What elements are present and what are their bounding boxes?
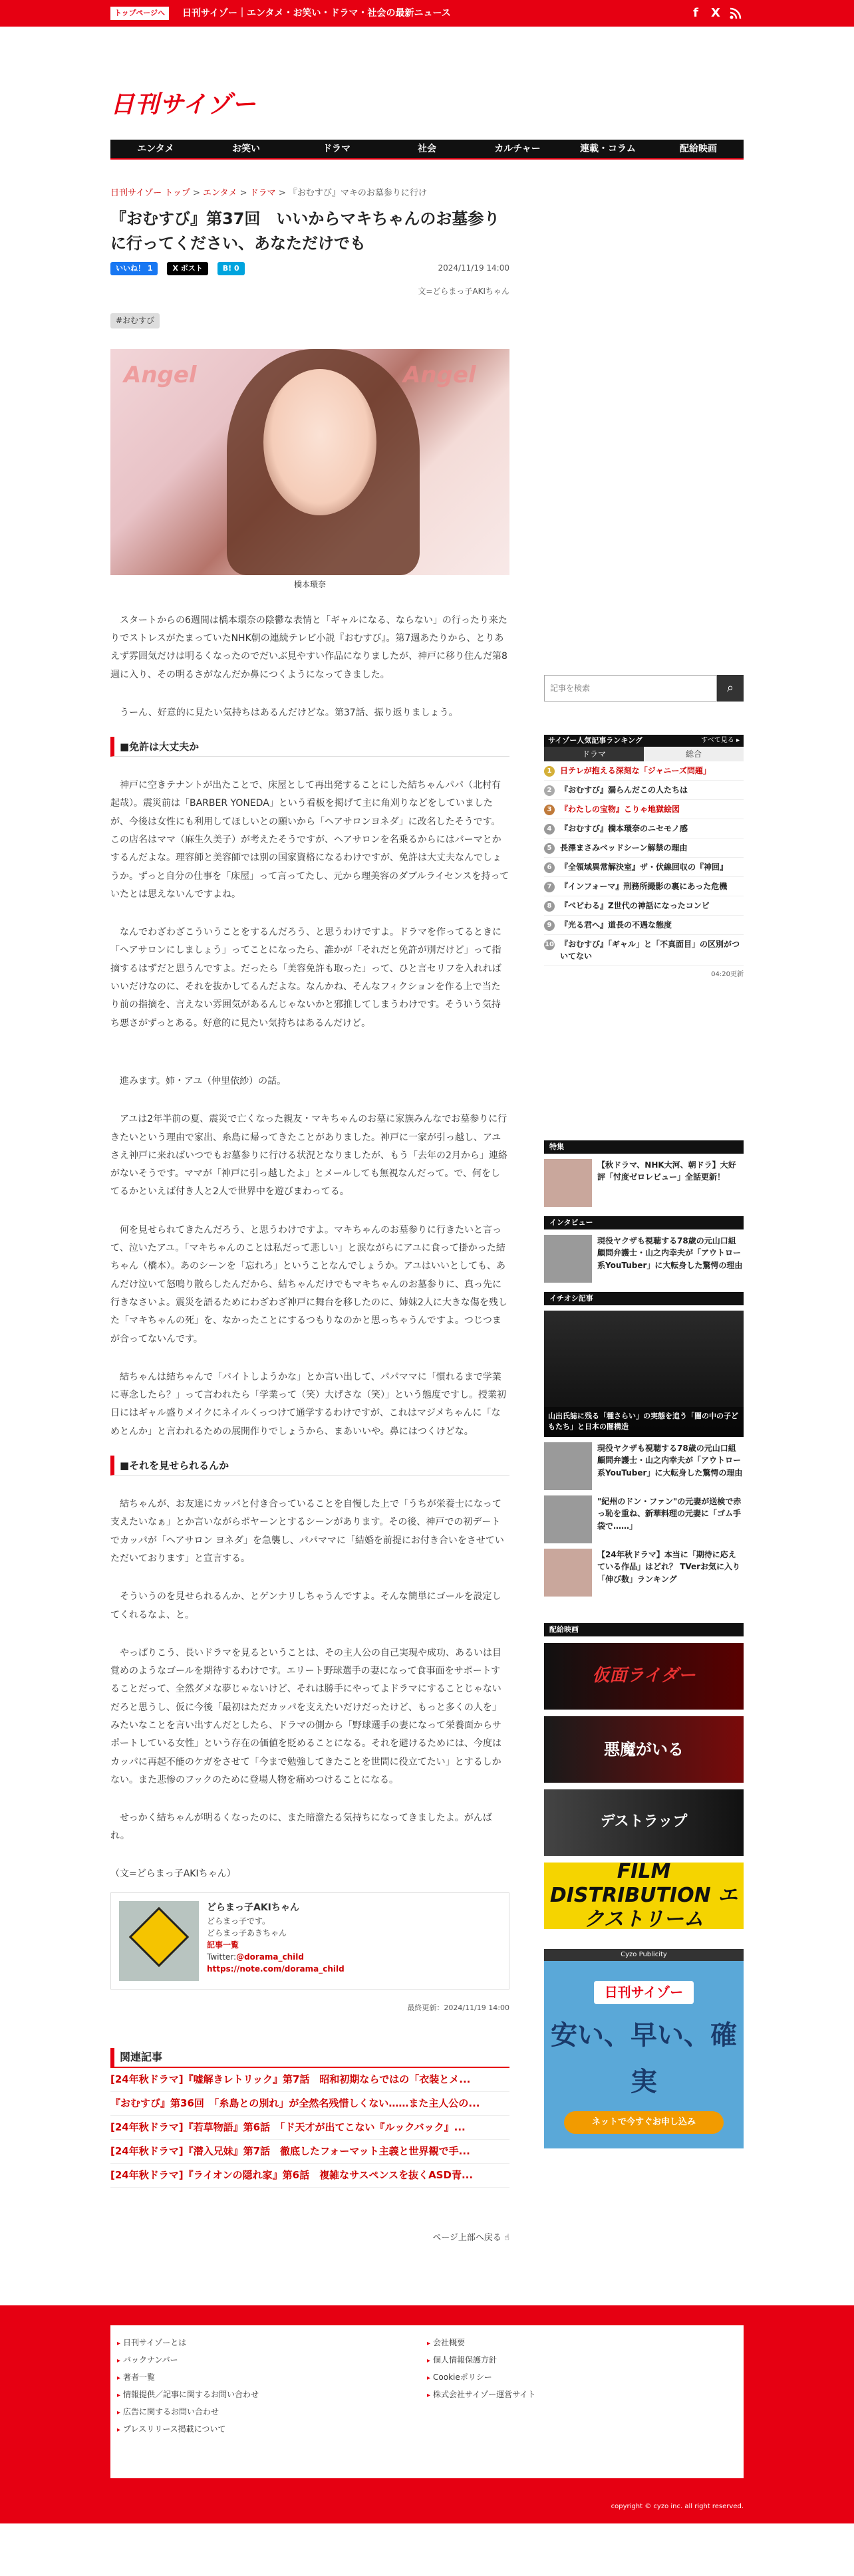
paragraph: アユは2年半前の夏、震災で亡くなった親友・マキちゃんのお墓に家族みんなでお墓参りに行きたいという理由で家出、糸島に帰ってきたことがありました。神戸に一家が引っ越し、アユさえ神戸に来ればいつでもお墓参りに行ける状況となりましたが、もう「去年の2月から」連絡がないそうです。ママが「神戸に引っ越したよ」とメールしても無視なんだって。で、何をしてるかといえば付き人と2人で世界中を遊びまわってる。 [110,1114,507,1198]
ranking-text: 『光る君へ』道長の不遇な態度 [560,920,672,930]
rss-icon[interactable] [728,5,744,21]
author-note-link[interactable]: https://note.com/dorama_child [207,1964,345,1974]
x-post-button[interactable]: X ポスト [167,262,208,275]
ranking-list [544,761,744,966]
pickup-feature[interactable] [544,1311,744,1437]
nav-column[interactable]: 連載・コラム [580,144,636,154]
ad-subline: プレスリリースを5万円で配信できる [547,2154,741,2194]
ad-top-label: Cyzo Publicity [544,1949,744,1961]
footer-link[interactable]: ▸ バックナンバー [117,2352,427,2369]
ranking-updated: 04:20更新 [711,971,744,978]
rank-number: 3 [544,805,555,815]
author-twitter-link[interactable]: @dorama_child [236,1952,304,1962]
pickup-thumb [544,1549,592,1597]
author-bio: どらまっ子です。 [207,1916,271,1926]
rank-number: 1 [544,766,555,777]
breadcrumb-home[interactable]: 日刊サイゾー トップ [110,188,190,198]
special-header: 特集 [544,1140,744,1154]
breadcrumb-sep: > [190,188,204,198]
author-avatar [119,1901,199,1981]
footer-link[interactable]: ▸ Cookieポリシー [427,2369,737,2386]
interview-thumb [544,1235,592,1283]
author-line: 文=どらまっ子AKIちゃん [418,287,509,297]
footer-link[interactable]: ▸ 情報提供／記事に関するお問い合わせ [117,2386,427,2404]
tab-overall[interactable]: 総合 [644,747,744,761]
paragraph: 進みます。姉・アユ（仲里依紗）の話。 [120,1075,287,1087]
nav-owarai[interactable]: お笑い [232,144,260,154]
breadcrumb [110,186,509,201]
sidebar [544,186,744,2246]
author-name: どらまっ子AKIちゃん [207,1902,299,1914]
rank-number: 8 [544,901,555,912]
facebook-icon[interactable]: f [693,6,698,21]
ranking-text: 『全領域異常解決室』ザ・伏線回収の『神回』 [560,862,728,872]
interview-item[interactable] [544,1235,744,1283]
rank-number: 7 [544,882,555,892]
section-heading: ■免許は大丈夫か [110,737,509,757]
nav-entame[interactable]: エンタメ [137,144,174,154]
backdrop-logo: Angel [403,361,476,388]
special-thumb [544,1159,592,1207]
author-twitter [207,1951,345,1963]
special-text: 【秋ドラマ、NHK大河、朝ドラ】大好評「忖度ゼロレビュー」全話更新！ [597,1160,736,1182]
footer-link[interactable]: ▸ 個人情報保護方針 [427,2352,737,2369]
nav-culture[interactable]: カルチャー [494,144,541,154]
global-nav [110,140,744,160]
footer-link[interactable]: ▸ 著者一覧 [117,2369,427,2386]
footer [0,2305,854,2523]
top-bar [0,0,854,27]
ranking-text: 『べビわる』Z世代の神話になったコンビ [560,901,710,910]
ranking-text: 長澤まさみベッドシーン解禁の理由 [560,843,688,852]
ranking-tabs [544,747,744,761]
pickup-item[interactable] [544,1549,744,1597]
rank-number: 4 [544,824,555,835]
film-banner[interactable]: FILM DISTRIBUTION エクストリーム [544,1863,744,1929]
ranking-text: 『わたしの宝物』こりゃ地獄絵図 [560,805,680,814]
related-heading: 関連記事 [110,2048,509,2068]
related-item[interactable]: 『おむすび』第36回 「糸島との別れ」が全然名残惜しくない……また主人公の... [110,2092,509,2116]
film-banner[interactable]: 悪魔がいる [544,1716,744,1783]
rank-number: 10 [544,940,555,950]
ranking-item[interactable] [544,781,744,800]
share-row [110,261,509,275]
ranking-more-link[interactable]: すべて見る ▸ [701,737,740,744]
ranking-text: 『おむすび』「ギャル」と「不真面目」の区別がついてない [560,940,740,961]
breadcrumb-sep: > [275,188,289,198]
ranking-text: 日テレが抱える深刻な「ジャニーズ問題」 [560,766,711,775]
rank-number: 2 [544,785,555,796]
tag-omusubi[interactable]: #おむすび [110,313,160,328]
pickup-text: 現役ヤクザも視聴する78歳の元山口組顧問弁護士・山之内幸夫が「アウトロー系YouTuber」に大転身した驚愕の理由 [597,1443,743,1478]
breadcrumb-drama[interactable]: ドラマ [249,188,276,198]
copyright: copyright © cyzo inc. all right reserved. [611,2503,744,2511]
ranking-item[interactable] [544,838,744,858]
paragraph: やっぱりこう、長いドラマを見るということは、その主人公の自己実現や成功、あるいは目覚めのようなゴールを期待するわけです。エリート野球選手の妻になって食事面をサポートすることだって、全然ダメな夢じゃないけど、それは勝手にやってよドラマにすることじゃないだろと思うし、仮に今後「最初はただカッパを支えたいだけだったけど、もっと多くの人を」みたいなことを言い出すんだとしたら、ドラマの側から「野球選手の妻になって栄養面からサポートしている女性」という存在の価値を貶めることになる。それを避けるためには、今度はカッパに再起不能のケガをさせて「今まで勉強してきたことを世間に役立てたい」とするしかない。また悲惨のフックのために登場人物を痛めつけることになる。 [110,1647,501,1785]
author-articles-link[interactable]: 記事一覧 [207,1940,239,1950]
pickup-item[interactable] [544,1495,744,1543]
search-input[interactable] [544,675,717,702]
breadcrumb-current: 『おむすび』マキのお墓参りに行け [288,188,427,198]
footer-link[interactable]: ▸ 会社概要 [427,2335,737,2352]
nav-movies[interactable]: 配給映画 [680,144,717,154]
related-item[interactable]: [24年秋ドラマ]『潜入兄妹』第7話 徹底したフォーマット主義と世界観で手... [110,2140,509,2164]
ad-brand: 日刊サイゾー [594,1981,694,2004]
footer-link[interactable]: ▸ プレスリリース掲載について [117,2421,427,2438]
footer-col-2 [427,2335,737,2469]
paragraph: なんでわざわざこういうことをするんだろう、と思うわけですよ。ドラマを作ってるときに「ヘアサロンにしましょう」ってことになったら、誰かが「それだと免許が別だけど」って指摘するはずだと思うんですよ。だったら「美容免許も取った」って、ひと言セリフを入れればいいだけなのに、それを抜かしてるんだよな。なんかね、そんなフィクションを作る上で当たり前の指摘を、言えない雰囲気があるんじゃないかと邪推してしまうわけです。そういう気持ち悪さがずっとある。好意的に見たい気持ちはあるんだけど。 [110,927,501,1029]
ranking-header [544,735,744,747]
ranking-item[interactable] [544,916,744,935]
press-release-ad[interactable] [544,1949,744,2194]
paragraph: 何を見せられてきたんだろう、と思うわけですよ。マキちゃんのお墓参りに行きたいと言って、泣いたアユ。「マキちゃんのことは私だって悲しい」と涙ながらにアユに食って掛かった結ちゃん（橋本）。あのシーンを「忘れろ」ということなんでしょうか。アユはいいとしても、あんだけ泣いて怒鳴り散らしたんだから、結ちゃんだけでもマキちゃんのお墓参りに、真っ先に行きなさいよ。震災を語るためにわざわざ神戸に舞台を移したのに、姉妹2人に大きな傷を残した「マキちゃんの死」を、なかったことにするつもりなのかと思っちゃうんですよ。つじつまが合ってないんです。 [110,1224,507,1345]
publish-date: 2024/11/19 14:00 [438,263,509,273]
footer-link[interactable]: ▸ 株式会社サイゾー運営サイト [427,2386,737,2404]
ad-cta-button[interactable]: ネットで今すぐお申し込み [564,2111,724,2134]
related-item[interactable]: [24年秋ドラマ]『若草物語』第6話 「ド天才が出てこない『ルックバック』... [110,2116,509,2140]
page-top-link[interactable] [110,2231,509,2246]
breadcrumb-entame[interactable]: エンタメ [203,188,237,198]
ranking-text: 『おむすび』漏らんだこの人たちは [560,785,688,795]
article-title: 『おむすび』第37回 いいからマキちゃんのお墓参りに行ってください、あなただけでも [110,209,500,253]
top-page-button[interactable]: トップページへ [110,7,169,20]
pickup-thumb [544,1442,592,1490]
photo-caption: 橋本環奈 [293,579,326,589]
ranking-item[interactable] [544,935,744,966]
photo-face [263,369,376,515]
article-credit: （文=どらまっ子AKIちゃん） [110,1868,236,1879]
nav-drama[interactable]: ドラマ [323,144,351,154]
x-icon[interactable]: X [711,6,720,21]
footer-links [110,2325,744,2478]
section-heading: ■それを見せられるんか [110,1456,509,1476]
facebook-like-button[interactable]: いいね！ 1 [110,262,158,275]
pickup-title: 山出氏誌に残る「種さらい」の実態を追う「闇の中の子どもたち」と日本の闇構造 [544,1407,744,1437]
tab-drama[interactable]: ドラマ [544,747,644,761]
ranking-item[interactable] [544,800,744,819]
rank-number: 9 [544,920,555,931]
footer-link[interactable]: ▸ 広告に関するお問い合わせ [117,2404,427,2421]
ranking-item[interactable] [544,858,744,877]
interview-header: インタビュー [544,1216,744,1229]
pickup-text: 【24年秋ドラマ】本当に「期待に応えている作品」はどれ？ TVerお気に入り「伸び数」ランキング [597,1549,741,1584]
ad-headline: 安い、早い、確実 [551,2019,737,2097]
ranking-text: 『おむすび』橋本環奈のニセモノ感 [560,824,688,833]
ranking-item[interactable] [544,877,744,896]
hatena-bookmark-button[interactable]: B! 0 [217,262,245,275]
road-sign-icon [129,1907,190,1968]
pickup-text: "紀州のドン・ファン"の元妻が送検で赤っ恥を重ね、新華料理の元妻に「ゴム手袋で……」 [597,1496,742,1531]
site-tagline: 日刊サイゾー｜エンタメ・お笑い・ドラマ・社会の最新ニュース [182,7,451,19]
page-top-label: ページ上部へ戻る [432,2232,501,2243]
ranking-item[interactable] [544,896,744,916]
author-bio: どらまっ子あきちゃん [207,1928,287,1938]
film-banner[interactable]: デストラップ [544,1789,744,1856]
paragraph: 結ちゃんが、お友達にカッパと付き合っていることを自慢した上で「うちが栄養士になって支えたいなぁ」とか言いながらポヤーンとするシーンがあります。その後、神戸での初デートでカッパが「ヘアサロン ヨネダ」を急襲し、パパママに「結婚を前提にお付き合いをさせていただいております」と宣言する。 [110,1499,504,1564]
pickup-item[interactable] [544,1442,744,1490]
pickup-thumb [544,1495,592,1543]
pickup-header: イチオシ記事 [544,1292,744,1305]
films-header: 配給映画 [544,1623,744,1636]
rank-number: 6 [544,862,555,873]
film-banner[interactable]: 仮面ライダー [544,1643,744,1710]
ranking-item[interactable] [544,761,744,781]
paragraph: せっかく結ちゃんが明るくなったのに、また暗澹たる気持ちになってきましたよ。がんばれ。 [110,1813,492,1842]
special-feature[interactable] [544,1159,744,1207]
ranking-item[interactable] [544,819,744,838]
paragraph: スタートからの6週間は橋本環奈の陰鬱な表情と「ギャルになる、ならない」の行ったり来たりでストレスがたまっていたNHK朝の連続テレビ小説『おむすび』。第7週あたりから、とりあえず雰囲気だけは明るくなったのでだいぶ見やすい作品になりましたが、神戸に移り住んだ第8週に入り、その明るさがなんだか鼻につくようになってきました。 [110,614,507,680]
author-profile [110,1892,509,1990]
backdrop-logo: Angel [124,361,197,388]
rank-number: 5 [544,843,555,854]
paragraph: 神戸に空きテナントが出たことで、床屋として再出発することにした結ちゃんパパ（北村有起哉）。震災前は「BARBER YONEDA」という看板を掲げて主に角刈りなどをしていましたが、今後は女性にも利用してほしいとの願いから「ヘアサロンヨネダ」に改名したそうです。この店名はママ（麻生久美子）が考えたそうですが、ヘアサロンを名乗るからにはパーマとかするんだよな。理容師と美容師では別の国家資格になるわけですが、免許は大丈夫なんでしょうか。ずっと自分の仕事を「床屋」って言ってたし、元から理美容のダブルライセンスを持っていたとは思えないんですよね。 [110,780,509,900]
article-column [110,186,509,2246]
breadcrumb-sep: > [237,188,250,198]
search-box [544,675,744,702]
site-logo[interactable]: 日刊サイゾー [110,91,257,118]
paragraph: そういうのを見せられるんか、とゲンナリしちゃうんですよ。そんな簡単にゴールを設定してくれるなよ、と。 [110,1591,501,1620]
ranking-text: 『インフォーマ』刑務所撮影の裏にあった危機 [560,882,728,891]
paragraph: 結ちゃんは結ちゃんで「バイトしようかな」とか言い出して、パパママに「慣れるまで学業に専念したら？」って言われたら「学業って（笑）大げさな（笑）」という態度ですし。授業初日にはギャル盛りメイクにネイルくっつけて通学するわけですが、これはマジメちゃんに「なめとんか」と言われるための展開作りでしょうから、まあいいや。鼻にはつくけどな。 [110,1371,506,1437]
footer-col-1 [117,2335,427,2469]
related-item[interactable]: [24年秋ドラマ]『ライオンの隠れ家』第6話 複雑なサスペンスを抜くASD青... [110,2164,509,2188]
footer-link[interactable]: ▸ 日刊サイゾーとは [117,2335,427,2352]
twitter-label: Twitter: [207,1952,237,1962]
pointing-hand-icon: ☝ [504,2232,509,2243]
article-photo [110,349,509,575]
search-icon[interactable]: ⌕ [717,675,744,702]
related-item[interactable]: [24年秋ドラマ]『嘘解きレトリック』第7話 昭和初期ならではの「衣装とメ... [110,2068,509,2092]
nav-shakai[interactable]: 社会 [418,144,436,154]
ranking-title: サイゾー人気記事ランキング [548,736,642,745]
last-updated: 最終更新：2024/11/19 14:00 [407,2003,509,2013]
related-list [110,2068,509,2188]
paragraph: うーん、好意的に見たい気持ちはあるんだけどな。第37話、振り返りましょう。 [120,707,458,718]
social-links [688,5,744,21]
interview-text: 現役ヤクザも視聴する78歳の元山口組顧問弁護士・山之内幸夫が「アウトロー系YouTuber」に大転身した驚愕の理由 [597,1235,743,1270]
